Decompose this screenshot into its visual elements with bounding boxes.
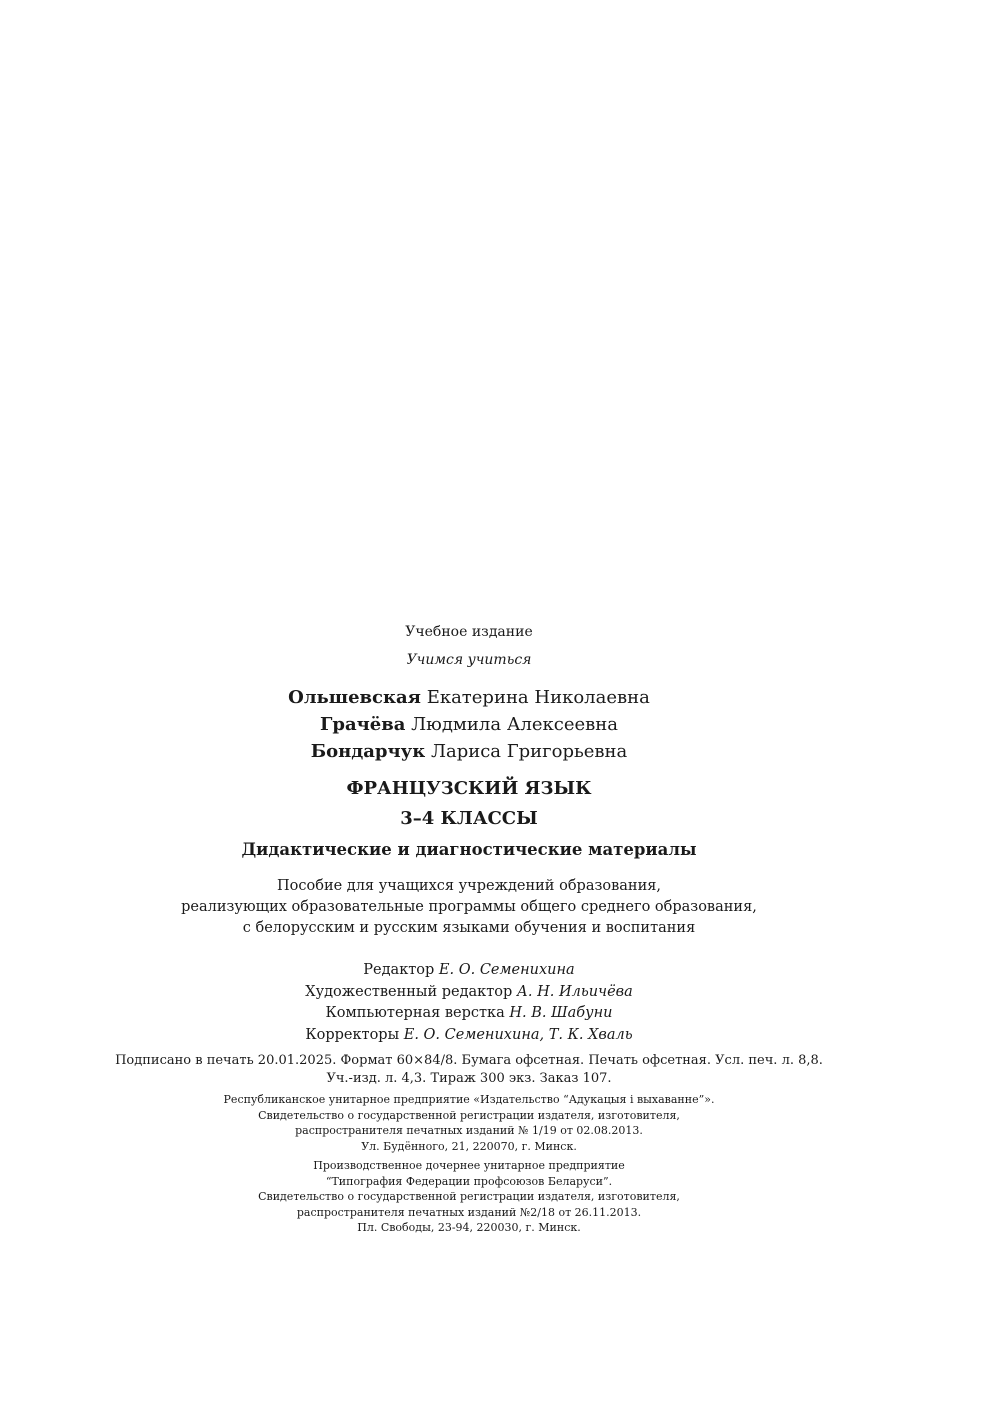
author-surname: Бондарчук: [310, 741, 426, 762]
printer-line: Производственное дочернее унитарное предприятие: [313, 1159, 625, 1172]
book-title: ФРАНЦУЗСКИЙ ЯЗЫК: [346, 778, 592, 799]
printer-line: “Типография Федерации профсоюзов Беларуси”.: [325, 1174, 613, 1188]
credit-person: Е. О. Семенихина, Т. К. Хваль: [403, 1026, 633, 1043]
edition-type: Учебное издание: [405, 624, 533, 640]
author-given-name: Лариса Григорьевна: [430, 741, 628, 762]
book-grades: 3–4 КЛАССЫ: [400, 808, 538, 829]
authors-block: [0, 684, 938, 765]
author-line: [0, 711, 938, 738]
publisher-line: распространителя печатных изданий № 1/19 от 02.08.2013.: [295, 1124, 643, 1137]
imprint-line: Уч.-изд. л. 4,3. Тираж 300 экз. Заказ 107.: [326, 1071, 612, 1086]
author-given-name: Екатерина Николаевна: [426, 687, 650, 708]
credit-line: [0, 1003, 938, 1025]
printer-block: [0, 1158, 938, 1236]
credit-role: Художественный редактор: [305, 983, 513, 1000]
credit-person: Е. О. Семенихина: [438, 962, 575, 978]
purpose-line: Пособие для учащихся учреждений образования,: [276, 878, 662, 894]
publisher-line: Ул. Будённого, 21, 220070, г. Минск.: [361, 1139, 577, 1153]
credit-line: [0, 960, 938, 982]
author-given-name: Людмила Алексеевна: [411, 714, 619, 735]
publisher-line: Свидетельство о государственной регистрации издателя, изготовителя,: [258, 1108, 680, 1122]
credit-role: Редактор: [363, 962, 435, 978]
author-surname: Грачёва: [319, 714, 406, 735]
publisher-block: [0, 1092, 938, 1154]
credit-line: [0, 1025, 938, 1047]
author-surname: Ольшевская: [288, 687, 421, 708]
purpose-block: [0, 876, 938, 939]
printer-line: Пл. Свободы, 23-94, 220030, г. Минск.: [357, 1221, 581, 1234]
series-name: Учимся учиться: [406, 652, 532, 668]
credit-role: Корректоры: [305, 1026, 400, 1043]
credit-person: Н. В. Шабуни: [509, 1005, 613, 1021]
purpose-line: реализующих образовательные программы общего среднего образования,: [181, 899, 757, 915]
imprint-block: [0, 1052, 938, 1088]
purpose-line: с белорусским и русским языками обучения и воспитания: [242, 920, 696, 936]
author-line: [0, 684, 938, 711]
credits-block: [0, 960, 938, 1046]
publisher-line: Республиканское унитарное предприятие «Издательство “Адукацыя і выхаванне”».: [223, 1093, 715, 1106]
credit-person: А. Н. Ильичёва: [516, 983, 633, 1000]
imprint-line: Подписано в печать 20.01.2025. Формат 60×84/8. Бумага офсетная. Печать офсетная. Усл. печ. л. 8,8.: [115, 1053, 823, 1068]
printer-line: Свидетельство о государственной регистрации издателя, изготовителя,: [258, 1190, 680, 1203]
book-subtitle: Дидактические и диагностические материалы: [241, 840, 697, 859]
credit-line: [0, 982, 938, 1004]
printer-line: распространителя печатных изданий №2/18 от 26.11.2013.: [296, 1205, 642, 1219]
credit-role: Компьютерная верстка: [325, 1005, 505, 1021]
author-line: [0, 738, 938, 765]
